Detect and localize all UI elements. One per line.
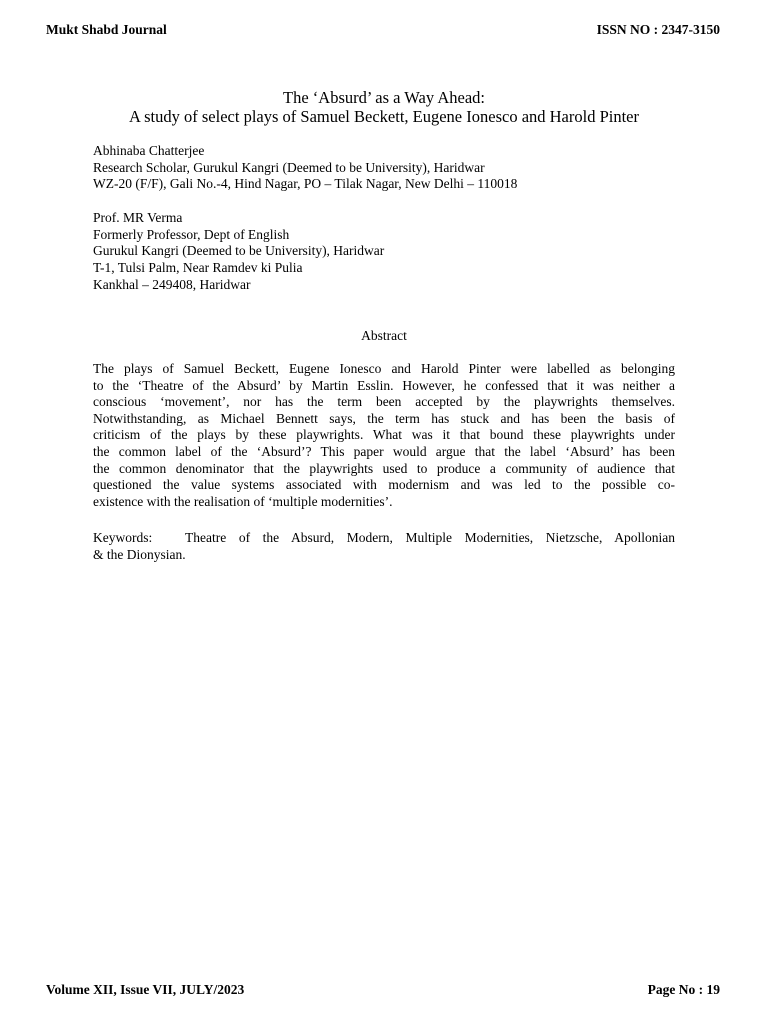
keywords-label: Keywords: xyxy=(93,530,153,545)
journal-name: Mukt Shabd Journal xyxy=(46,22,167,37)
abstract-line: Notwithstanding, as Michael Bennett says, the term has stuck and has been the basis of xyxy=(93,410,675,426)
volume-issue: Volume XII, Issue VII, JULY/2023 xyxy=(46,982,245,997)
issn-number: ISSN NO : 2347-3150 xyxy=(596,22,720,37)
page-number: Page No : 19 xyxy=(647,982,720,997)
author-block-1 xyxy=(93,143,683,193)
abstract-line: the common label of the ‘Absurd’? This paper would argue that the label ‘Absurd’ has been xyxy=(93,443,675,459)
abstract-heading: Abstract xyxy=(361,328,407,343)
paper-title xyxy=(0,88,768,126)
abstract-line: the common denominator that the playwrights used to produce a community of audience that xyxy=(93,460,675,476)
abstract-line: conscious ‘movement’, nor has the term been accepted by the playwrights themselves. xyxy=(93,394,675,410)
title-line-2: A study of select plays of Samuel Beckett, Eugene Ionesco and Harold Pinter xyxy=(129,107,639,126)
title-line-1: The ‘Absurd’ as a Way Ahead: xyxy=(283,88,485,107)
author-2-address-line-2: Kankhal – 249408, Haridwar xyxy=(93,276,251,292)
abstract-line: The plays of Samuel Beckett, Eugene Ionesco and Harold Pinter were labelled as belonging xyxy=(93,361,675,376)
author-2-affiliation: Gurukul Kangri (Deemed to be University), Haridwar xyxy=(93,243,385,259)
author-2-position: Formerly Professor, Dept of English xyxy=(93,226,290,242)
keywords-line-2: & the Dionysian. xyxy=(93,546,186,562)
keywords-block xyxy=(93,530,675,563)
keywords-list: Theatre of the Absurd, Modern, Multiple Modernities, Nietzsche, Apollonian xyxy=(185,530,675,545)
keywords-line-1 xyxy=(93,530,675,547)
abstract-line: questioned the value systems associated with modernism and was led to the possible co- xyxy=(93,477,675,493)
author-1-name: Abhinaba Chatterjee xyxy=(93,143,205,158)
author-block-2 xyxy=(93,210,683,294)
abstract-body xyxy=(93,361,675,510)
author-2-address-line-1: T-1, Tulsi Palm, Near Ramdev ki Pulia xyxy=(93,260,303,276)
author-1-address: WZ-20 (F/F), Gali No.-4, Hind Nagar, PO – Tilak Nagar, New Delhi – 110018 xyxy=(93,176,518,192)
abstract-line: criticism of the plays by these playwrights. What was it that bound these playwrights under xyxy=(93,427,675,443)
author-1-affiliation: Research Scholar, Gurukul Kangri (Deemed to be University), Haridwar xyxy=(93,159,485,175)
author-2-name: Prof. MR Verma xyxy=(93,210,183,225)
abstract-line: to the ‘Theatre of the Absurd’ by Martin Esslin. However, he confessed that it was neither a xyxy=(93,377,675,393)
abstract-line: existence with the realisation of ‘multiple modernities’. xyxy=(93,493,393,509)
